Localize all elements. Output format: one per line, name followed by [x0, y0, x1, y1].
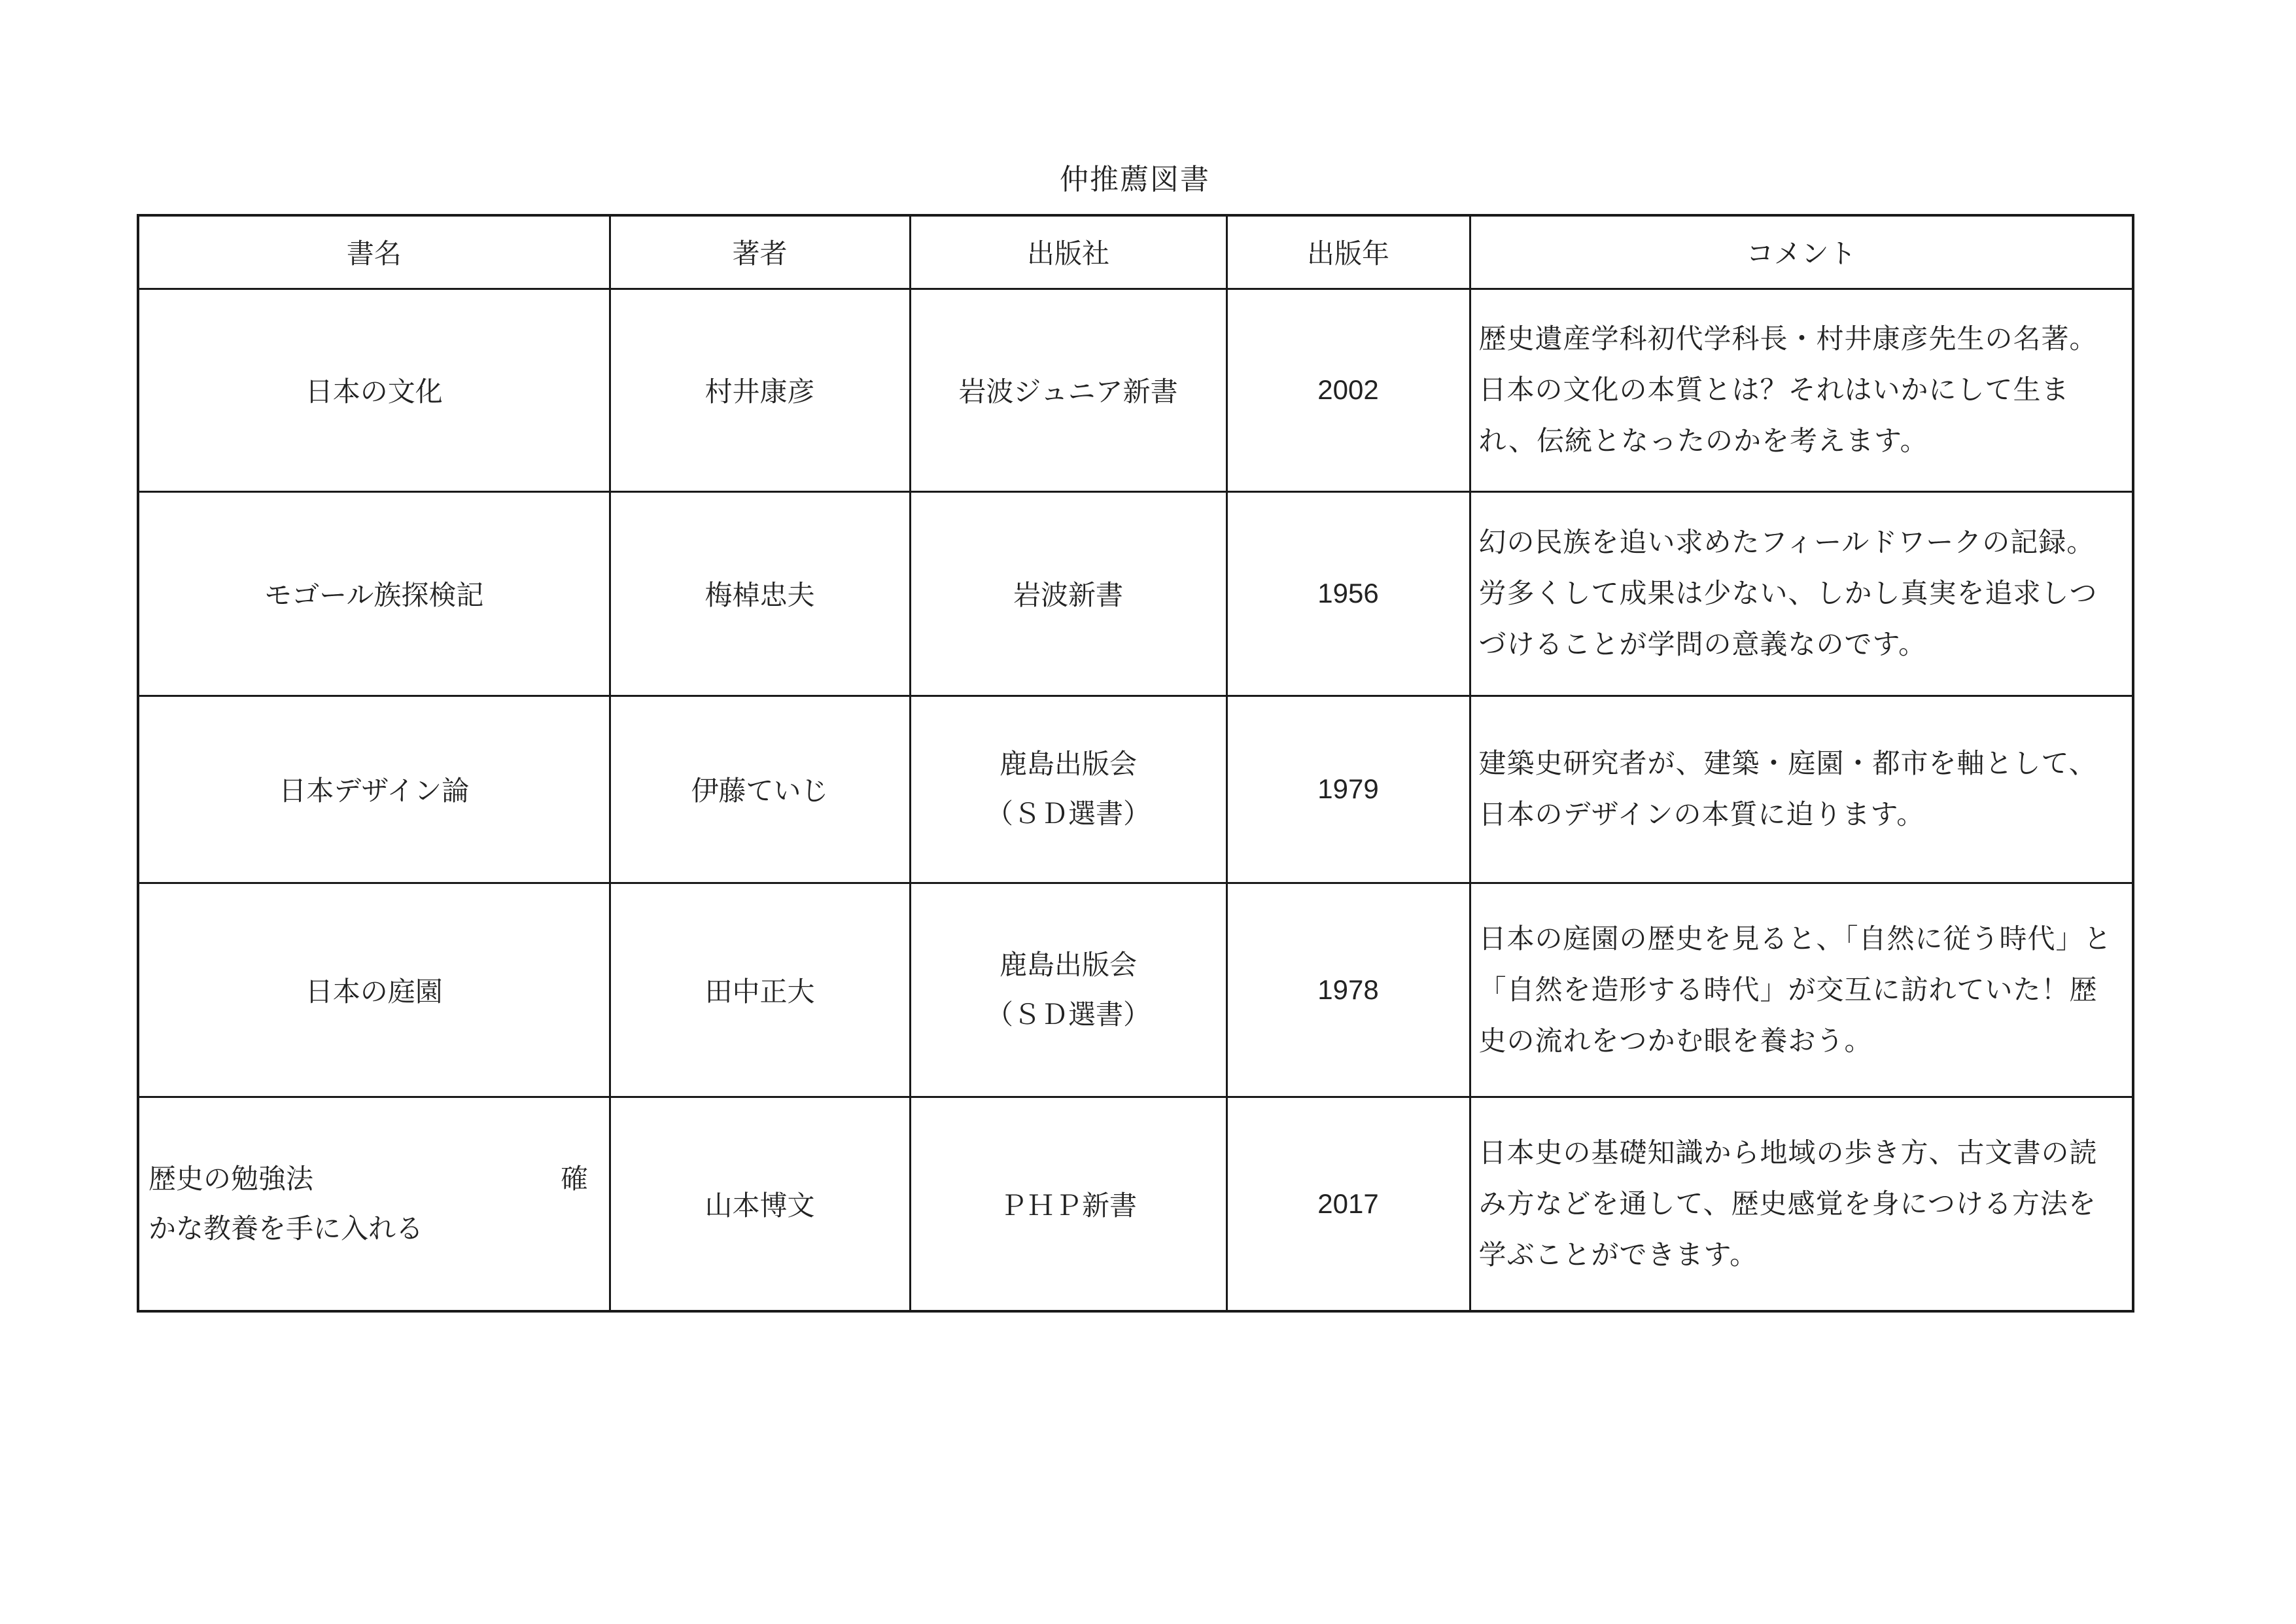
table-row — [138, 1097, 2133, 1311]
book-publisher-cell — [910, 883, 1226, 1097]
header-publisher: 出版社 — [910, 215, 1226, 289]
book-title: モゴール族探検記 — [138, 491, 610, 696]
book-publisher: ＰＨＰ新書 — [910, 1097, 1226, 1311]
book-year: 2017 — [1226, 1097, 1470, 1311]
book-comment: 幻の民族を追い求めたフィールドワークの記録。労多くして成果は少ない、しかし真実を追求しつづけることが学問の意義なのです。 — [1470, 491, 2133, 696]
header-comment: コメント — [1470, 215, 2133, 289]
book-publisher: 鹿島出版会 — [999, 748, 1137, 780]
book-author: 山本博文 — [610, 1097, 910, 1311]
page-title: 仲推薦図書 — [1060, 163, 1210, 196]
book-title: 歴史の勉強法 確かな教養を手に入れる — [138, 1097, 610, 1311]
book-publisher: 岩波新書 — [910, 491, 1226, 696]
book-year: 2002 — [1226, 289, 1470, 491]
book-year: 1979 — [1226, 696, 1470, 883]
book-title: 日本の文化 — [138, 289, 610, 491]
book-author: 伊藤ていじ — [610, 696, 910, 883]
book-comment: 建築史研究者が、建築・庭園・都市を軸として、日本のデザインの本質に迫ります。 — [1470, 696, 2133, 883]
book-publisher-series: （ＳＤ選書） — [985, 798, 1151, 830]
header-author: 著者 — [610, 215, 910, 289]
header-year: 出版年 — [1226, 215, 1470, 289]
book-comment: 日本の庭園の歴史を見ると、「自然に従う時代」と「自然を造形する時代」が交互に訪れていた！歴史の流れをつかむ眼を養おう。 — [1470, 883, 2133, 1097]
recommended-books-table — [137, 214, 2134, 1313]
header-title: 書名 — [138, 215, 610, 289]
book-title: 日本デザイン論 — [138, 696, 610, 883]
book-year: 1978 — [1226, 883, 1470, 1097]
table-row — [138, 491, 2133, 696]
book-publisher-cell — [910, 696, 1226, 883]
book-author: 村井康彦 — [610, 289, 910, 491]
table-row — [138, 289, 2133, 491]
table-header-row — [138, 215, 2133, 289]
book-publisher: 岩波ジュニア新書 — [910, 289, 1226, 491]
book-title: 日本の庭園 — [138, 883, 610, 1097]
book-author: 田中正大 — [610, 883, 910, 1097]
book-comment: 歴史遺産学科初代学科長・村井康彦先生の名著。日本の文化の本質とは？それはいかにして生まれ、伝統となったのかを考えます。 — [1470, 289, 2133, 491]
book-publisher: 鹿島出版会 — [999, 948, 1137, 981]
book-author: 梅棹忠夫 — [610, 491, 910, 696]
book-comment: 日本史の基礎知識から地域の歩き方、古文書の読み方などを通して、歴史感覚を身につける方法を学ぶことができます。 — [1470, 1097, 2133, 1311]
table-row — [138, 883, 2133, 1097]
book-publisher-series: （ＳＤ選書） — [985, 998, 1151, 1031]
table-row — [138, 696, 2133, 883]
book-year: 1956 — [1226, 491, 1470, 696]
